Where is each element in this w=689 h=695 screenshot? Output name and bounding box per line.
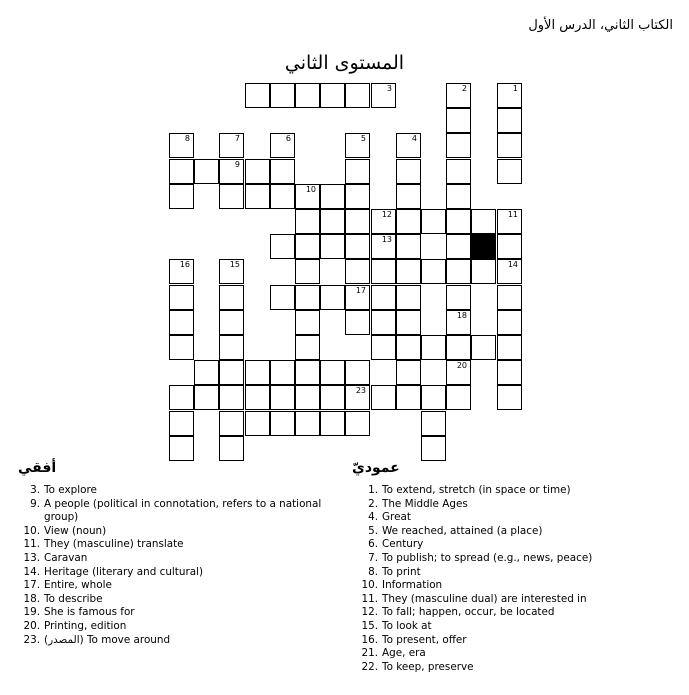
crossword-cell[interactable]	[497, 310, 522, 335]
across-clue	[18, 579, 336, 593]
crossword-cell[interactable]	[345, 184, 370, 209]
crossword-cell[interactable]	[295, 385, 320, 410]
cell-number: 8	[184, 134, 190, 143]
clue-text: We reached, attained (a place)	[382, 524, 543, 537]
crossword-cell[interactable]	[219, 285, 244, 310]
clue-text: To print	[382, 565, 421, 578]
crossword-cell[interactable]	[446, 159, 471, 184]
crossword-cell[interactable]	[320, 360, 345, 385]
clue-number: 3.	[30, 484, 40, 496]
crossword-cell[interactable]	[371, 209, 396, 234]
crossword-cell[interactable]	[320, 83, 345, 108]
cell-number: 6	[285, 134, 291, 143]
cell-number: 5	[360, 134, 366, 143]
crossword-cell[interactable]	[421, 385, 446, 410]
crossword-cell[interactable]	[345, 159, 370, 184]
crossword-cell[interactable]	[446, 234, 471, 259]
down-clue	[356, 620, 676, 634]
crossword-cell[interactable]	[446, 184, 471, 209]
clue-text: Caravan	[44, 551, 88, 564]
crossword-cell[interactable]	[446, 83, 471, 108]
crossword-cell[interactable]	[295, 411, 320, 436]
crossword-cell[interactable]	[270, 83, 295, 108]
clue-number: 19.	[23, 606, 40, 619]
crossword-cell[interactable]	[169, 159, 194, 184]
crossword-cell[interactable]	[497, 209, 522, 234]
crossword-cell[interactable]	[295, 310, 320, 335]
clue-number: 17.	[23, 579, 40, 592]
crossword-cell[interactable]	[497, 133, 522, 158]
book-lesson-header: الكتاب الثاني، الدرس الأول	[528, 18, 673, 33]
crossword-cell[interactable]	[396, 159, 421, 184]
clue-text: Great	[382, 511, 411, 524]
crossword-cell[interactable]	[320, 234, 345, 259]
clue-text: Printing, edition	[44, 619, 127, 632]
clue-number: 8.	[368, 565, 378, 578]
clue-text: To keep, preserve	[382, 660, 474, 673]
cell-number: 17	[355, 286, 366, 295]
crossword-cell[interactable]	[270, 159, 295, 184]
crossword-cell[interactable]	[245, 360, 270, 385]
cell-number: 13	[381, 235, 392, 244]
crossword-cell[interactable]	[345, 411, 370, 436]
crossword-cell[interactable]	[270, 360, 295, 385]
crossword-cell[interactable]	[371, 83, 396, 108]
crossword-cell[interactable]	[320, 411, 345, 436]
down-clue-list	[356, 484, 676, 674]
crossword-cell[interactable]	[295, 259, 320, 284]
crossword-cell[interactable]	[497, 234, 522, 259]
crossword-cell[interactable]	[295, 184, 320, 209]
crossword-cell[interactable]	[345, 360, 370, 385]
clue-number: 21.	[361, 647, 378, 660]
clue-number: 15.	[361, 619, 378, 632]
clue-number: 5.	[368, 524, 378, 537]
clue-number: 14.	[23, 565, 40, 578]
crossword-cell[interactable]	[219, 184, 244, 209]
across-clue-list	[18, 484, 336, 647]
crossword-cell[interactable]	[194, 385, 219, 410]
cell-number: 1	[512, 84, 518, 93]
crossword-cell[interactable]	[396, 184, 421, 209]
clue-number: 13.	[23, 551, 40, 564]
crossword-cell[interactable]	[371, 234, 396, 259]
page-title: المستوى الثاني	[284, 52, 405, 74]
crossword-cell[interactable]	[270, 385, 295, 410]
clue-text: To look at	[382, 619, 432, 632]
crossword-cell[interactable]	[345, 234, 370, 259]
clue-text: Entire, whole	[44, 579, 112, 592]
down-clue	[356, 566, 676, 580]
crossword-cell[interactable]	[295, 360, 320, 385]
cell-number: 15	[229, 260, 240, 269]
crossword-cell[interactable]	[295, 209, 320, 234]
clue-text: They (masculine dual) are interested in	[382, 592, 587, 605]
crossword-cell[interactable]	[169, 385, 194, 410]
crossword-cell[interactable]	[446, 385, 471, 410]
crossword-cell[interactable]	[245, 411, 270, 436]
down-clue	[356, 661, 676, 675]
clue-text: Century	[382, 538, 424, 551]
crossword-cell[interactable]	[396, 360, 421, 385]
clue-number: 16.	[361, 633, 378, 646]
crossword-cell[interactable]	[169, 411, 194, 436]
clue-text: To present, offer	[382, 633, 467, 646]
across-clue	[18, 498, 336, 525]
crossword-cell[interactable]	[345, 259, 370, 284]
crossword-cell[interactable]	[396, 385, 421, 410]
down-clue	[356, 634, 676, 648]
crossword-cell[interactable]	[497, 335, 522, 360]
crossword-cell[interactable]	[396, 209, 421, 234]
crossword-cell[interactable]	[446, 285, 471, 310]
down-clue	[356, 538, 676, 552]
cell-number: 23	[355, 386, 366, 395]
clue-number: 20.	[23, 619, 40, 632]
crossword-cell[interactable]	[270, 133, 295, 158]
across-clue	[18, 620, 336, 634]
crossword-cell[interactable]	[421, 411, 446, 436]
clue-number: 11.	[23, 538, 40, 551]
crossword-cell[interactable]	[396, 234, 421, 259]
crossword-cell[interactable]	[371, 259, 396, 284]
crossword-cell[interactable]	[194, 159, 219, 184]
crossword-cell[interactable]	[169, 184, 194, 209]
crossword-cell[interactable]	[471, 209, 496, 234]
clue-number: 18.	[23, 592, 40, 605]
crossword-cell[interactable]	[219, 385, 244, 410]
across-heading: أفقي	[18, 460, 57, 476]
cell-number: 10	[305, 185, 316, 194]
crossword-cell[interactable]	[396, 310, 421, 335]
crossword-cell[interactable]	[497, 285, 522, 310]
across-clue	[18, 566, 336, 580]
crossword-cell[interactable]	[497, 159, 522, 184]
cell-number: 7	[234, 134, 240, 143]
across-clue	[18, 538, 336, 552]
down-clue	[356, 511, 676, 525]
clue-number: 10.	[361, 579, 378, 592]
crossword-cell[interactable]	[219, 360, 244, 385]
crossword-cell[interactable]	[345, 83, 370, 108]
crossword-cell[interactable]	[219, 259, 244, 284]
clue-number: 23.	[23, 633, 40, 646]
clue-text: She is famous for	[44, 606, 135, 619]
crossword-cell[interactable]	[497, 83, 522, 108]
clue-text: They (masculine) translate	[44, 538, 184, 551]
down-heading: عموديّ	[352, 460, 400, 476]
clue-text: A people (political in connotation, refers to a national group)	[44, 497, 322, 524]
clue-number: 10.	[23, 524, 40, 537]
clue-text: To fall; happen, occur, be located	[382, 606, 555, 619]
crossword-cell[interactable]	[421, 436, 446, 461]
crossword-cell[interactable]	[446, 108, 471, 133]
crossword-cell[interactable]	[245, 385, 270, 410]
crossword-cell[interactable]	[421, 259, 446, 284]
crossword-cell[interactable]	[169, 285, 194, 310]
clue-text: (المصدر) To move around	[44, 633, 171, 646]
crossword-cell[interactable]	[219, 310, 244, 335]
crossword-cell[interactable]	[320, 285, 345, 310]
down-clue	[356, 593, 676, 607]
cell-number: 11	[507, 210, 518, 219]
crossword-cell[interactable]	[245, 184, 270, 209]
crossword-cell[interactable]	[169, 259, 194, 284]
clue-text: The Middle Ages	[382, 497, 468, 510]
crossword-cell[interactable]	[371, 285, 396, 310]
clue-text: Information	[382, 579, 443, 592]
crossword-cell[interactable]	[219, 133, 244, 158]
crossword-cell[interactable]	[270, 184, 295, 209]
crossword-cell[interactable]	[270, 411, 295, 436]
crossword-cell[interactable]	[497, 385, 522, 410]
crossword-cell[interactable]	[320, 385, 345, 410]
clue-text: To explore	[44, 484, 97, 496]
crossword-cell[interactable]	[371, 385, 396, 410]
down-clue	[356, 552, 676, 566]
down-clue	[356, 484, 676, 498]
crossword-cell[interactable]	[169, 310, 194, 335]
crossword-cell[interactable]	[446, 259, 471, 284]
crossword-cell[interactable]	[219, 436, 244, 461]
clue-text: Age, era	[382, 647, 426, 660]
crossword-cell[interactable]	[219, 335, 244, 360]
clue-number: 2.	[368, 497, 378, 510]
crossword-cell[interactable]	[270, 234, 295, 259]
crossword-cell[interactable]	[371, 335, 396, 360]
crossword-cell[interactable]	[295, 83, 320, 108]
crossword-cell[interactable]	[245, 83, 270, 108]
crossword-cell[interactable]	[270, 285, 295, 310]
crossword-cell[interactable]	[194, 360, 219, 385]
clue-text: To publish; to spread (e.g., news, peace)	[382, 551, 593, 564]
across-clue	[18, 484, 336, 498]
cell-number: 9	[234, 160, 240, 169]
crossword-cell[interactable]	[345, 310, 370, 335]
crossword-cell[interactable]	[169, 133, 194, 158]
across-clue	[18, 552, 336, 566]
crossword-cell[interactable]	[219, 411, 244, 436]
crossword-cell[interactable]	[320, 209, 345, 234]
crossword-cell[interactable]	[371, 310, 396, 335]
crossword-cell[interactable]	[421, 335, 446, 360]
across-clue	[18, 634, 336, 648]
crossword-cell[interactable]	[446, 310, 471, 335]
crossword-cell[interactable]	[295, 285, 320, 310]
cell-number: 16	[179, 260, 190, 269]
crossword-cell[interactable]	[396, 133, 421, 158]
down-clue	[356, 498, 676, 512]
crossword-cell[interactable]	[345, 133, 370, 158]
clue-number: 22.	[361, 660, 378, 673]
down-clue	[356, 606, 676, 620]
crossword-cell[interactable]	[446, 133, 471, 158]
cell-number: 3	[386, 84, 392, 93]
crossword-cell[interactable]	[219, 159, 244, 184]
crossword-cell[interactable]	[396, 285, 421, 310]
crossword-cell[interactable]	[446, 335, 471, 360]
clue-text: To describe	[44, 592, 103, 605]
crossword-cell[interactable]	[295, 234, 320, 259]
cell-number: 4	[411, 134, 417, 143]
across-clue	[18, 606, 336, 620]
crossword-cell[interactable]	[345, 209, 370, 234]
across-clue	[18, 593, 336, 607]
crossword-cell[interactable]	[471, 259, 496, 284]
cell-number: 2	[461, 84, 467, 93]
crossword-cell[interactable]	[497, 360, 522, 385]
crossword-black-cell	[471, 234, 496, 259]
clue-number: 9.	[30, 497, 40, 510]
cell-number: 20	[456, 361, 467, 370]
crossword-cell[interactable]	[345, 385, 370, 410]
crossword-cell[interactable]	[396, 259, 421, 284]
crossword-cell[interactable]	[295, 335, 320, 360]
crossword-cell[interactable]	[471, 335, 496, 360]
cell-number: 12	[381, 210, 392, 219]
crossword-cell[interactable]	[169, 335, 194, 360]
crossword-cell[interactable]	[345, 285, 370, 310]
clue-number: 6.	[368, 538, 378, 551]
crossword-cell[interactable]	[245, 159, 270, 184]
crossword-cell[interactable]	[396, 335, 421, 360]
crossword-cell[interactable]	[169, 436, 194, 461]
clue-number: 12.	[361, 606, 378, 619]
clue-number: 7.	[368, 551, 378, 564]
clue-number: 1.	[368, 484, 378, 496]
cell-number: 18	[456, 311, 467, 320]
down-clue	[356, 647, 676, 661]
down-clue	[356, 579, 676, 593]
cell-number: 14	[507, 260, 518, 269]
clue-text: To extend, stretch (in space or time)	[382, 484, 571, 496]
clue-number: 4.	[368, 511, 378, 524]
clue-text: View (noun)	[44, 524, 107, 537]
crossword-cell[interactable]	[320, 184, 345, 209]
crossword-cell[interactable]	[446, 360, 471, 385]
crossword-cell[interactable]	[446, 209, 471, 234]
across-clue	[18, 525, 336, 539]
clue-number: 11.	[361, 592, 378, 605]
down-clue	[356, 525, 676, 539]
crossword-cell[interactable]	[497, 108, 522, 133]
crossword-cell[interactable]	[421, 209, 446, 234]
clue-text: Heritage (literary and cultural)	[44, 565, 204, 578]
crossword-cell[interactable]	[497, 259, 522, 284]
